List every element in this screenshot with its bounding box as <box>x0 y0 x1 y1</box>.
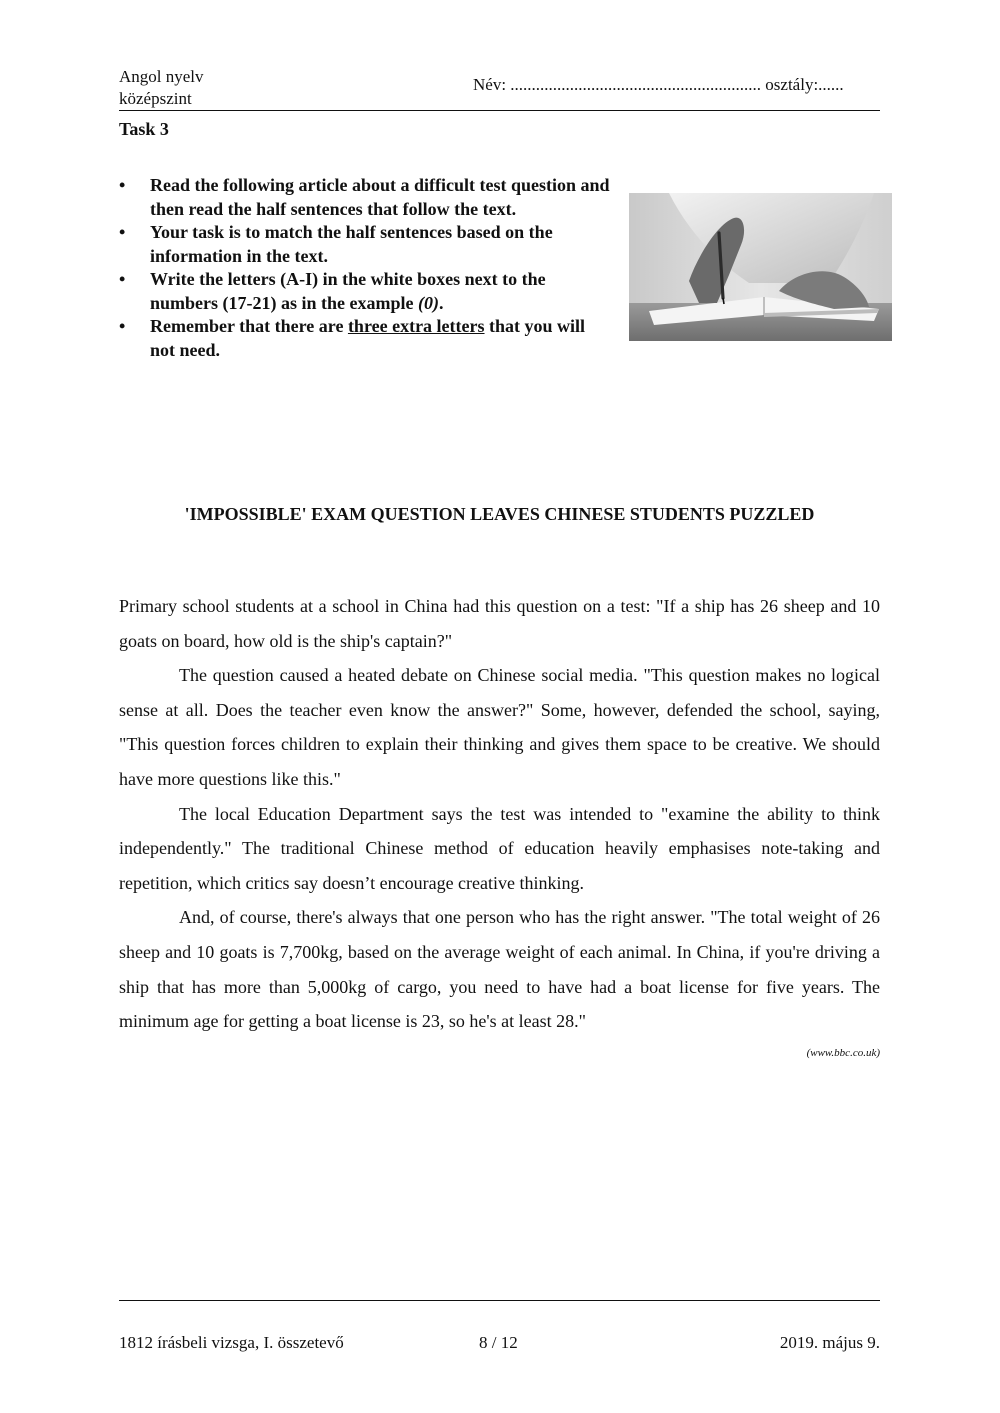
task-title: Task 3 <box>119 119 169 139</box>
instruction-item <box>119 268 614 315</box>
instruction-item <box>119 174 614 221</box>
example-reference: (0) <box>418 292 439 313</box>
footer-divider <box>119 1300 880 1301</box>
article-body <box>119 589 880 1039</box>
article-title: 'IMPOSSIBLE' EXAM QUESTION LEAVES CHINESE STUDENTS PUZZLED <box>184 504 815 524</box>
subject-line-1: Angol nyelv <box>119 67 204 86</box>
instruction-item <box>119 315 614 362</box>
instruction-text: Write the letters (A-I) in the white boxes next to the numbers (17-21) as in the example <box>150 269 546 313</box>
article-paragraph: And, of course, there's always that one person who has the right answer. "The total weight of 26 sheep and 10 goats is 7,700kg, based on the average weight of each animal. In China, if you're driving a ship that has more than 5,000kg of cargo, you need to have had a boat license for five years. The minimum age for getting a boat license is 23, so he's at least 28." <box>119 907 880 1032</box>
instruction-list <box>119 174 614 362</box>
subject-label <box>119 66 204 110</box>
article-source: (www.bbc.co.uk) <box>806 1047 880 1059</box>
subject-line-2: középszint <box>119 89 192 108</box>
article-paragraph: The local Education Department says the test was intended to "examine the ability to think independently." The traditional Chinese method of education heavily emphasises note-taking and repetition, which critics say doesn’t encourage creative thinking. <box>119 803 880 893</box>
instruction-item <box>119 221 614 268</box>
article-paragraph: The question caused a heated debate on Chinese social media. "This question makes no logical sense at all. Does the teacher even know the answer?" Some, however, defended the school, saying, "This question forces children to explain their thinking and gives them space to be creative. We should have more questions like this." <box>119 665 880 789</box>
exam-code: 1812 írásbeli vizsga, I. összetevő <box>119 1333 344 1352</box>
page-number: 8 / 12 <box>479 1333 518 1352</box>
exam-date: 2019. május 9. <box>779 1333 880 1352</box>
instruction-text: Your task is to match the half sentences based on the information in the text. <box>150 222 553 266</box>
article-paragraph: Primary school students at a school in China had this question on a test: "If a ship has 26 sheep and 10 goats on board, how old is the ship's captain?" <box>119 596 880 651</box>
name-class-field: Név: ........................................................... osztály:...... <box>473 75 844 94</box>
writing-hand-photo <box>629 193 892 341</box>
header-divider <box>119 110 880 111</box>
instruction-text: Read the following article about a difficult test question and then read the half sentences that follow the text. <box>150 175 610 219</box>
instruction-text: . <box>439 292 444 313</box>
instruction-text: that you will not need. <box>150 316 586 360</box>
underlined-emphasis: three extra letters <box>347 316 485 336</box>
instruction-text: Remember that there are <box>150 316 348 336</box>
